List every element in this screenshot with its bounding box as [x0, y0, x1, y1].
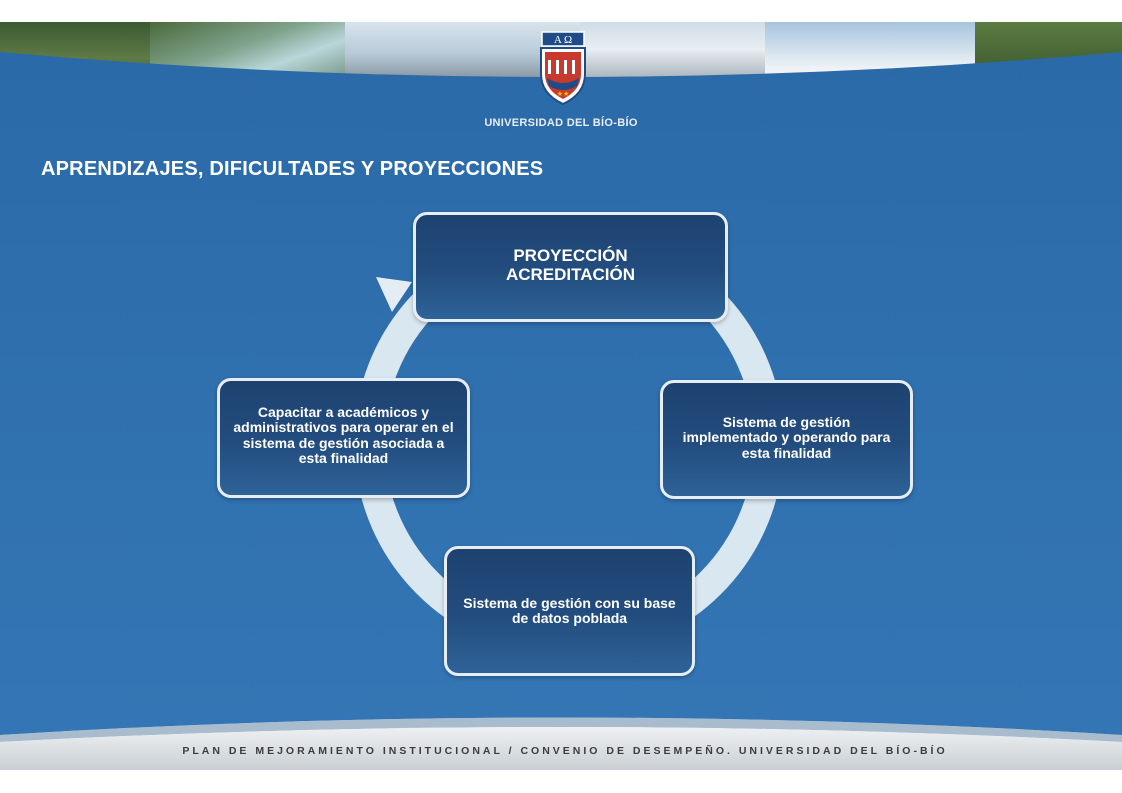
logo-letters: A Ω	[553, 34, 573, 46]
node-label: Sistema de gestión implementado y operando para esta finalidad	[682, 414, 891, 461]
svg-text:★★: ★★	[556, 91, 570, 98]
node-label: Sistema de gestión con su base de datos poblada	[463, 594, 676, 626]
node-label: PROYECCIÓN ACREDITACIÓN	[505, 246, 636, 284]
node-sistema-implementado	[660, 380, 913, 499]
university-name: UNIVERSIDAD DEL BÍO-BÍO	[484, 117, 638, 129]
slide-title: APRENDIZAJES, DIFICULTADES Y PROYECCIONES	[41, 158, 544, 180]
footer-text: PLAN DE MEJORAMIENTO INSTITUCIONAL / CONVENIO DE DESEMPEÑO. UNIVERSIDAD DEL BÍO-BÍO	[182, 745, 948, 757]
node-label: Capacitar a académicos y administrativos para operar en el sistema de gestión asociada a esta finalidad	[233, 404, 454, 467]
node-sistema-base-datos	[444, 546, 695, 676]
node-capacitar	[217, 378, 470, 498]
node-proyeccion-acreditacion	[413, 212, 728, 322]
